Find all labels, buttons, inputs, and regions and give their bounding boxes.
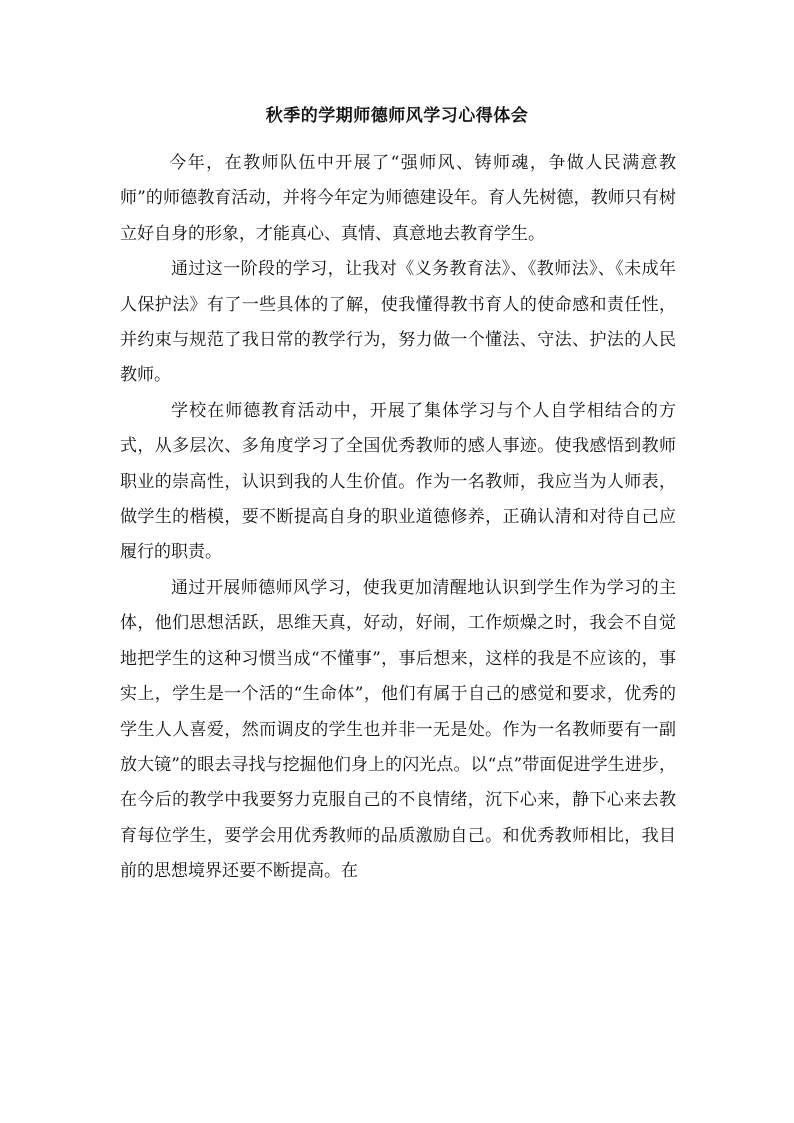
document-title: 秋季的学期师德师风学习心得体会 xyxy=(265,106,529,126)
paragraph-2: 通过这一阶段的学习，让我对《义务教育法》、《教师法》、《未成年人保护法》有了一些具体的了解，使我懂得教书育人的使命感和责任性，并约束与规范了我日常的教学行为，努力做一个懂法、守法、护法的人民教师。 xyxy=(120,259,676,386)
document-body xyxy=(120,146,676,890)
paragraph-4: 通过开展师德师风学习，使我更加清醒地认识到学生作为学习的主体，他们思想活跃，思维天真，好动，好闹，工作烦燥之时，我会不自觉地把学生的这种习惯当成“不懂事”，事后想来，这样的我是不应该的，事实上，学生是一个活的“生命体”，他们有属于自己的感觉和要求，优秀的学生人人喜爱，然而调皮的学生也并非一无是处。作为一名教师要有一副放大镜”的眼去寻找与挖掘他们身上的闪光点。以“点”带面促进学生进步，在今后的教学中我要努力克服自己的不良情绪，沉下心来，静下心来去教育每位学生，要学会用优秀教师的品质激励自己。和优秀教师相比，我目前的思想境界还要不断提高。在 xyxy=(120,577,676,882)
paragraph-1: 今年，在教师队伍中开展了“强师风、铸师魂，争做人民满意教师”的师德教育活动，并将今年定为师德建设年。育人先树德，教师只有树立好自身的形象，才能真心、真情、真意地去教育学生。 xyxy=(120,153,676,244)
paragraph-3: 学校在师德教育活动中，开展了集体学习与个人自学相结合的方式，从多层次、多角度学习了全国优秀教师的感人事迹。使我感悟到教师职业的崇高性，认识到我的人生价值。作为一名教师，我应当为人师表，做学生的楷模，要不断提高自身的职业道德修养，正确认清和对待自己应履行的职责。 xyxy=(120,400,676,563)
